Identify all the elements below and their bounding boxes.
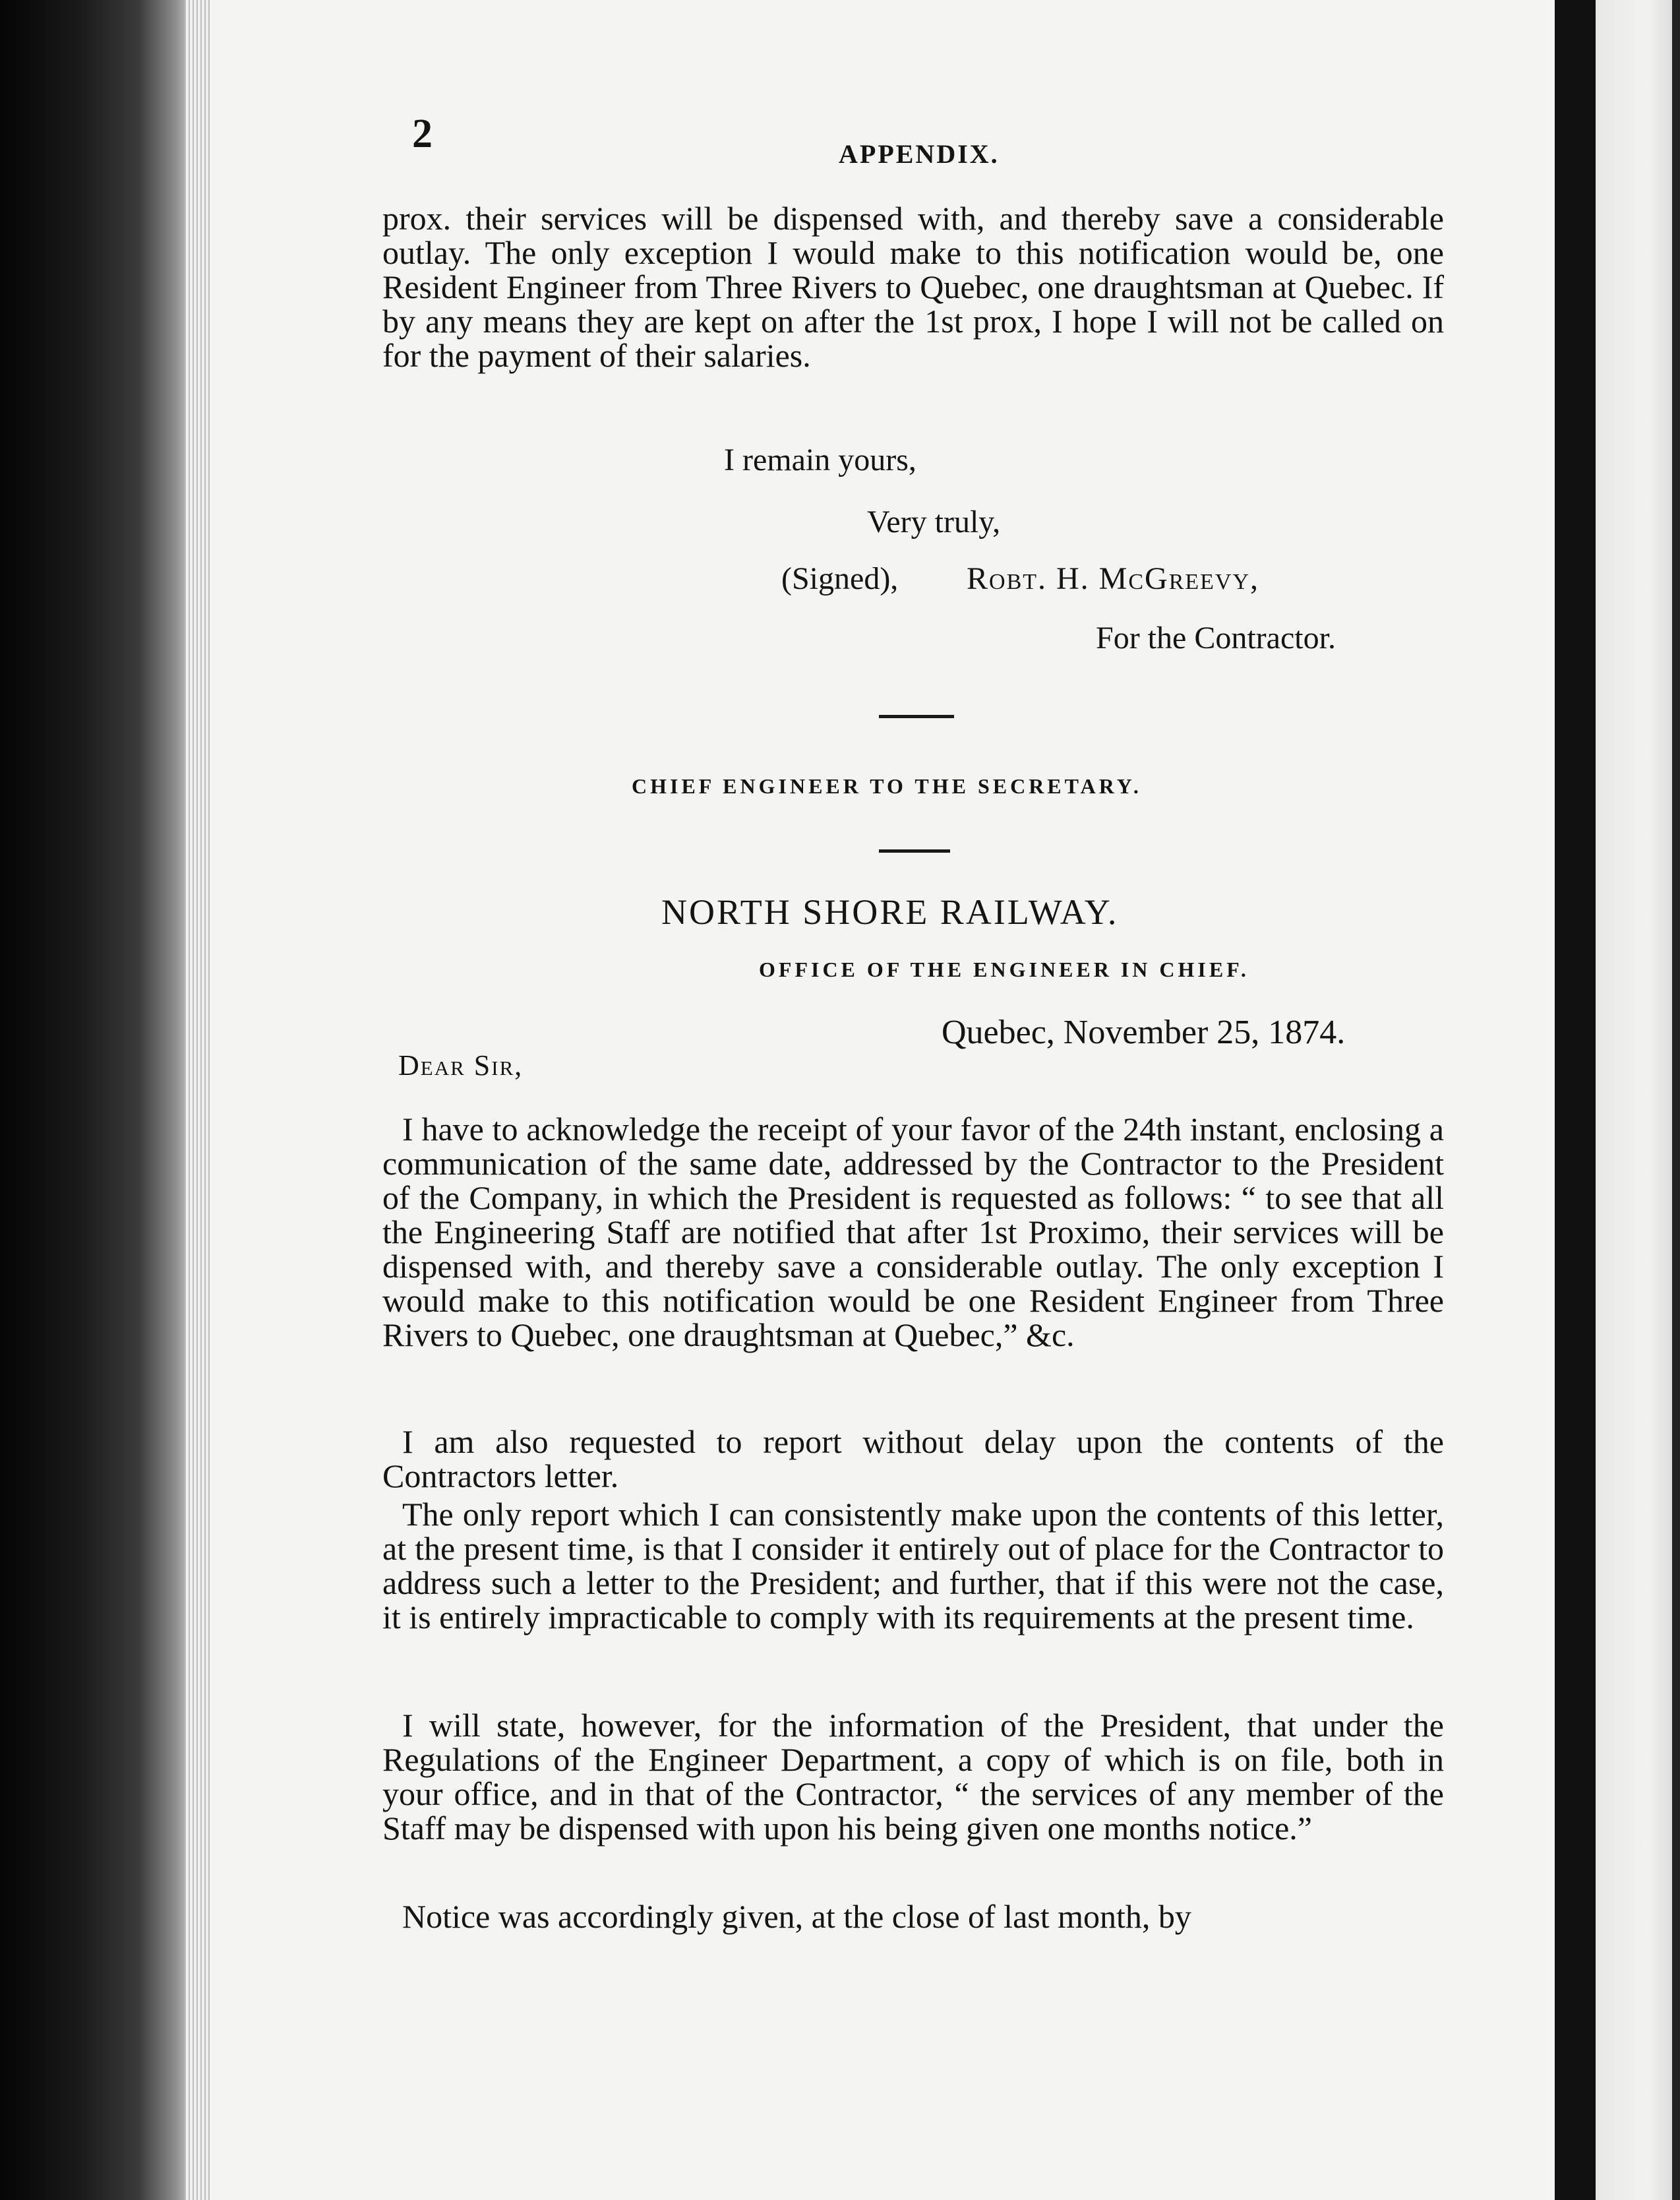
- signer-role: For the Contractor.: [1096, 621, 1336, 656]
- letter2-paragraph: The only report which I can consistently make upon the contents of this letter, at the present time, is that I consider it entirely out of place for the Contractor to address such a letter to the President; and further, that if this were not the case, it is entirely impracticable to comply with its requirements at the present time.: [382, 1496, 1444, 1635]
- title-divider: [879, 849, 950, 853]
- letter1-body: prox. their services will be dispensed with, and thereby save a considerable outlay. The only exception I would make to this notification would be, one Resident Engineer from Three Rivers to Quebec, one draughtsman at Quebec. If by any means they are kept on after the 1st prox, I hope I will not be called on for the payment of their salaries.: [382, 200, 1444, 374]
- dateline: Quebec, November 25, 1874.: [942, 1014, 1346, 1051]
- scan-border: [1672, 0, 1680, 2200]
- section-divider: [879, 715, 954, 718]
- railway-title: NORTH SHORE RAILWAY.: [661, 892, 1119, 932]
- office-heading: OFFICE OF THE ENGINEER IN CHIEF.: [759, 958, 1249, 981]
- closing-line-1: I remain yours,: [724, 443, 916, 477]
- letter2-paragraph: I am also requested to report without delay upon the contents of the Contractors letter.: [382, 1423, 1444, 1494]
- closing-line-2: Very truly,: [867, 504, 1001, 539]
- section-heading: CHIEF ENGINEER TO THE SECRETARY.: [632, 774, 1142, 798]
- book-binding-shadow: [0, 0, 198, 2200]
- signed-label: (Signed),: [781, 561, 899, 596]
- letter2-paragraph: I will state, however, for the information of the President, that under the Regulations of the Engineer Department, a copy of which is on file, both in your office, and in that of the Contractor, “ the services of any member of the Staff may be dispensed with upon his being given one months notice.”: [382, 1707, 1444, 1847]
- gutter-shadow: [1555, 0, 1596, 2200]
- running-head: APPENDIX.: [839, 139, 1000, 169]
- letter2-paragraph: Notice was accordingly given, at the close of last month, by: [402, 1898, 1191, 1935]
- salutation: Dear Sir,: [398, 1049, 524, 1082]
- signer-name: Robt. H. McGreevy,: [967, 561, 1260, 596]
- facing-page-edge: [1596, 0, 1680, 2200]
- page-number: 2: [412, 111, 433, 156]
- letter2-paragraph: I have to acknowledge the receipt of your favor of the 24th instant, enclosing a communication of the same date, addressed by the Contractor to the President of the Company, in which the President is requested as follows: “ to see that all the Engineering Staff are notified that after 1st Proximo, their services will be dispensed with, and thereby save a considerable outlay. The only exception I would make to this notification would be one Resident Engineer from Three Rivers to Quebec, one draughtsman at Quebec,” &c.: [382, 1111, 1444, 1353]
- page-edges: [185, 0, 211, 2200]
